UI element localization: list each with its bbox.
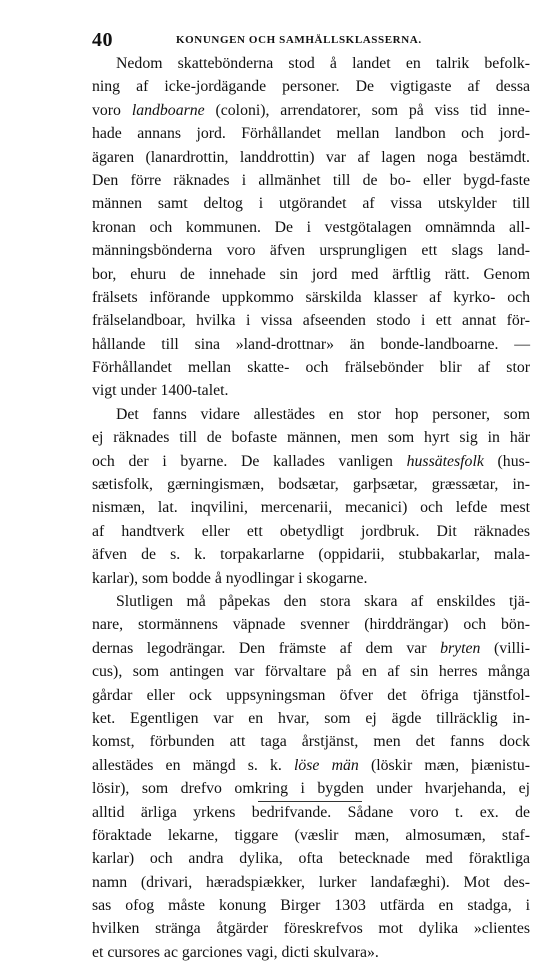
text-run: sas ofog måste konung Birger 1303 utfärda en stadga, i (92, 897, 530, 915)
text-run: ning af icke-jordägande personer. De vigtigaste af dessa (92, 78, 530, 96)
text-line (92, 613, 530, 636)
text-run: cus), som antingen var förvaltare på en af sin herres många (92, 663, 530, 681)
text-run: (löskir mæn, þiænistu- (358, 756, 530, 774)
body-text (92, 52, 530, 964)
text-run: (coloni), arrendatorer, som på viss tid inne- (204, 101, 530, 119)
text-line (92, 146, 530, 169)
text-line (92, 567, 530, 590)
text-run: Slutligen må påpekas den stora skara af enskildes tjä- (116, 592, 530, 610)
text-run: Förhållandet mellan skatte- och frälsebönder blir af stor (92, 359, 530, 377)
bottom-rule (258, 801, 362, 802)
text-line (92, 379, 530, 402)
text-line (92, 637, 530, 660)
text-run: karlar), som bodde å nyodlingar i skogarne. (92, 569, 368, 587)
text-run: af handtverk eller ett obetydligt jordbruk. Dit räknades (92, 522, 530, 540)
text-line (92, 684, 530, 707)
text-line (92, 426, 530, 449)
text-line (92, 543, 530, 566)
text-line (92, 450, 530, 473)
text-line (92, 169, 530, 192)
text-run: karlar) och andra dylika, ofta betecknade med föraktliga (92, 850, 530, 868)
text-line (92, 707, 530, 730)
text-line (92, 52, 530, 75)
text-line (92, 403, 530, 426)
text-line (92, 263, 530, 286)
text-line (92, 824, 530, 847)
text-line (92, 473, 530, 496)
text-run: hvilken stränga åtgärder föreskrefvos mot dylika »clientes (92, 920, 530, 938)
text-run: och der i byarne. De kallades vanligen (92, 452, 407, 470)
text-line (92, 871, 530, 894)
text-run: ej räknades till de bofaste männen, men som hyrt sig in här (92, 429, 530, 447)
text-line (92, 941, 530, 964)
text-run: nare, stormännens väpnade svenner (hirddrängar) och bön- (92, 616, 530, 634)
text-run: dernas legodrängar. Den främste af dem var (92, 639, 441, 657)
text-run: hållande till sina »land-drottnar» än bonde-landboarne. — (92, 335, 530, 353)
text-run: sætisfolk, gærningismæn, bodsætar, garþsætar, græssætar, in- (92, 476, 530, 494)
text-line (92, 730, 530, 753)
text-line (92, 496, 530, 519)
text-run: voro (92, 101, 132, 119)
text-run: nismæn, lat. inqvilini, mercenarii, mecanici) och lefde mest (92, 499, 530, 517)
text-run: ägaren (lanardrottin, landdrottin) var af lagen noga bestämdt. (92, 148, 530, 166)
running-head: KONUNGEN OCH SAMHÄLLSKLASSERNA. (176, 34, 422, 46)
text-line (92, 917, 530, 940)
text-line (92, 660, 530, 683)
text-line (92, 309, 530, 332)
text-run: namn (drivari, hæradspiækker, lurker landafæghi). Mot des- (92, 873, 530, 891)
text-run: Det fanns vidare allestädes en stor hop personer, som (116, 405, 530, 423)
text-line (92, 122, 530, 145)
text-line (92, 216, 530, 239)
text-line (92, 590, 530, 613)
page-number: 40 (92, 29, 113, 51)
text-line (92, 520, 530, 543)
page-header (92, 29, 532, 51)
text-line (92, 99, 530, 122)
text-run: (hus- (483, 452, 531, 470)
text-run: männen samt deltog i utgörandet af vissa utskylder till (92, 195, 530, 213)
text-run: föraktade lekarne, tiggare (væslir mæn, almosumæn, staf- (92, 826, 530, 844)
italic-term: löse män (294, 756, 359, 774)
text-run: et cursores ac garciones vagi, dicti skulvara». (92, 943, 379, 961)
text-run: männingsbönderna voro äfven ursprungligen ett slags land- (92, 242, 530, 260)
text-line (92, 847, 530, 870)
text-line (92, 801, 530, 824)
italic-term: hussätesfolk (406, 452, 484, 470)
text-run: Nedom skattebönderna stod å landet en talrik befolk- (116, 55, 530, 72)
text-run: äfven de s. k. torpakarlarne (oppidarii, stubbakarlar, mala- (92, 546, 530, 564)
text-run: bor, ehuru de innehade sin jord med ärftlig rätt. Genom (92, 265, 530, 283)
text-line (92, 333, 530, 356)
text-run: Den förre räknades i allmänhet till de bo- eller bygd-faste (92, 171, 530, 189)
text-run: gårdar eller ock uppsyningsman öfver det öfriga tjänstfol- (92, 686, 530, 704)
text-line (92, 894, 530, 917)
text-run: komst, förbunden att taga årstjänst, men det fanns dock (92, 733, 530, 751)
text-line (92, 777, 530, 800)
text-run: frälselandboar, hvilka i vissa afseenden stodo i ett annat för- (92, 312, 530, 330)
text-run: alltid ärliga yrkens bedrifvande. Sådane voro t. ex. de (92, 803, 530, 821)
text-run: kronan och kommunen. De i vestgötalagen omnämnda all- (92, 218, 530, 236)
italic-term: bryten (440, 639, 481, 657)
text-run: hade annans jord. Förhållandet mellan landbon och jord- (92, 125, 530, 143)
text-run: vigt under 1400-talet. (92, 382, 229, 400)
text-line (92, 286, 530, 309)
text-line (92, 192, 530, 215)
text-line (92, 356, 530, 379)
text-line (92, 239, 530, 262)
text-line (92, 75, 530, 98)
text-run: allestädes en mängd s. k. (92, 756, 294, 774)
italic-term: landboarne (131, 101, 205, 119)
text-run: ket. Egentligen var en hvar, som ej ägde tillräcklig in- (92, 709, 530, 727)
text-run: frälsets införande uppkommo särskilda klasser af kyrko- och (92, 288, 530, 306)
text-run: (villi- (480, 639, 530, 657)
text-run: lösir), som drefvo omkring i bygden under hvarjehanda, ej (92, 780, 530, 798)
text-line (92, 754, 530, 777)
